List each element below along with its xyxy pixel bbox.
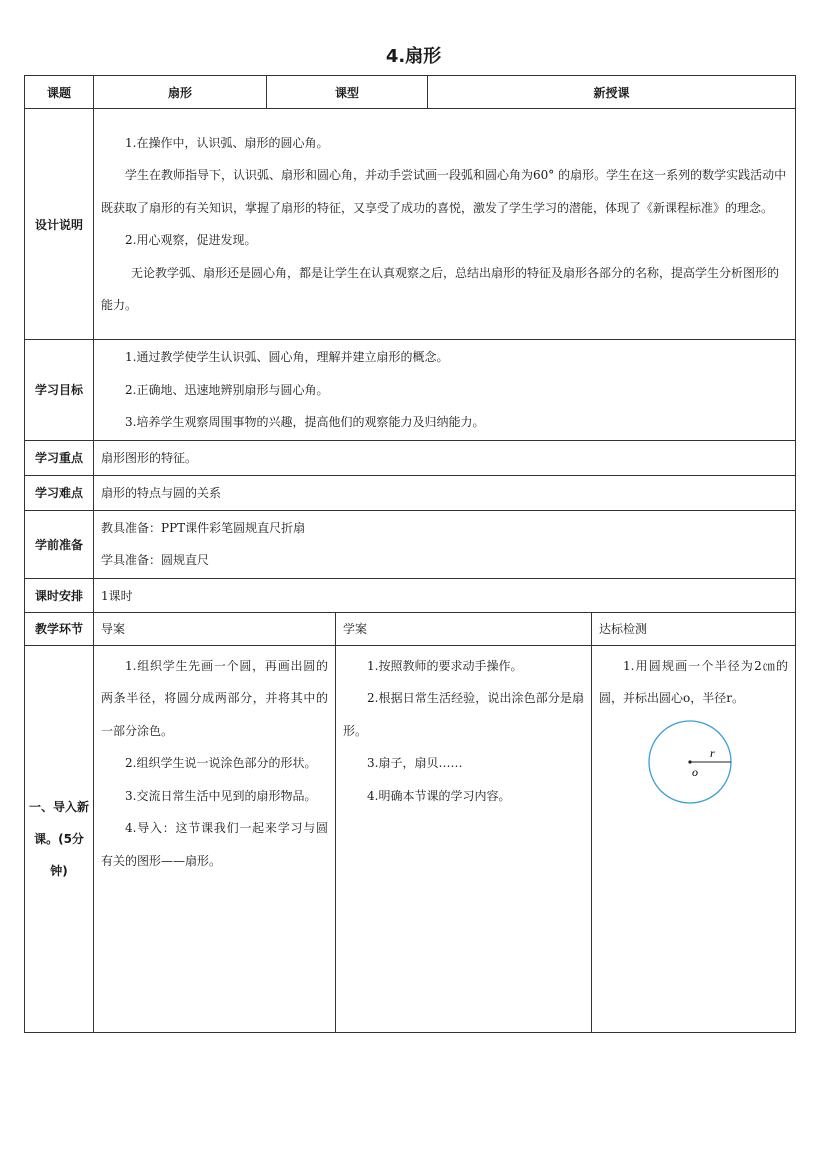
goals-label: 学习目标: [25, 340, 94, 441]
center-label: o: [692, 764, 699, 779]
type-label: 课型: [267, 76, 428, 109]
center-dot: [688, 760, 691, 763]
section-stage: 一、导入新课。(5分钟): [25, 645, 94, 1032]
stage-column-header: 教学环节: [25, 612, 94, 645]
goals-content: [94, 340, 796, 441]
design-paragraph-3: 2.用心观察，促进发现。: [125, 233, 257, 247]
guide-content: [94, 645, 336, 1032]
schedule-label: 课时安排: [25, 578, 94, 612]
check-column-header: 达标检测: [592, 612, 796, 645]
goal-item: 3.培养学生观察周围事物的兴趣，提高他们的观察能力及归纳能力。: [125, 415, 485, 429]
design-row: [25, 109, 796, 340]
study-item: 3.扇子，扇贝……: [367, 756, 463, 770]
design-paragraph-4: 无论教学弧、扇形还是圆心角，都是让学生在认真观察之后，总结出扇形的特征及扇形各部分的名称，提高学生分析图形的能力。: [101, 265, 780, 312]
guide-item: 4.导入：这节课我们一起来学习与圆有关的图形——扇形。: [101, 821, 328, 868]
difficulty-value: 扇形的特点与圆的关系: [94, 475, 796, 510]
difficulty-label: 学习难点: [25, 475, 94, 510]
page-title: 4.扇形: [385, 46, 442, 67]
check-item: 1.用圆规画一个半径为2㎝的圆，并标出圆心o，半径r。: [599, 658, 789, 705]
study-item: 4.明确本节课的学习内容。: [367, 788, 511, 803]
topic-label: 课题: [25, 76, 94, 109]
schedule-row: [25, 578, 796, 612]
topic-value: 扇形: [94, 76, 267, 109]
lesson-plan-table: [24, 75, 796, 1033]
section-row: [25, 645, 796, 1032]
schedule-value: 1课时: [94, 578, 796, 612]
design-label: 设计说明: [25, 109, 94, 340]
guide-item: 1.组织学生先画一个圆，再画出圆的两条半径，将圆分成两部分，并将其中的一部分涂色。: [101, 658, 328, 738]
design-paragraph-1: 1.在操作中，认识弧、扇形的圆心角。: [125, 135, 329, 150]
goals-row: [25, 340, 796, 441]
goal-item: 1.通过教学使学生认识弧、圆心角，理解并建立扇形的概念。: [125, 350, 449, 364]
key-point-value: 扇形图形的特征。: [94, 440, 796, 475]
teacher-prep: 教具准备：PPT课件彩笔圆规直尺折扇: [101, 520, 306, 535]
difficulty-row: [25, 475, 796, 510]
prep-label: 学前准备: [25, 510, 94, 578]
study-content: [336, 645, 592, 1032]
key-point-label: 学习重点: [25, 440, 94, 475]
prep-content: [94, 510, 796, 578]
study-item: 2.根据日常生活经验，说出涂色部分是扇形。: [343, 691, 585, 738]
prep-row: [25, 510, 796, 578]
goal-item: 2.正确地、迅速地辨别扇形与圆心角。: [125, 382, 329, 397]
guide-item: 3.交流日常生活中见到的扇形物品。: [125, 788, 317, 803]
columns-header-row: [25, 612, 796, 645]
type-value: 新授课: [428, 76, 796, 109]
study-item: 1.按照教师的要求动手操作。: [367, 658, 523, 673]
student-prep: 学具准备：圆规直尺: [101, 553, 210, 567]
study-column-header: 学案: [336, 612, 592, 645]
guide-item: 2.组织学生说一说涂色部分的形状。: [125, 756, 317, 770]
header-row: [25, 76, 796, 109]
design-content: [94, 109, 796, 340]
check-content: [592, 645, 796, 1032]
radius-label: r: [710, 745, 715, 760]
design-paragraph-2: 学生在教师指导下，认识弧、扇形和圆心角，并动手尝试画一段弧和圆心角为60° 的扇形。学生在这一系列的数学实践活动中既获取了扇形的有关知识，掌握了扇形的特征，又享受了成功的喜悦，激发了学生学习的潜能，体现了《新课程标准》的理念。: [101, 168, 787, 215]
circle-figure: [599, 717, 789, 807]
key-point-row: [25, 440, 796, 475]
guide-column-header: 导案: [94, 612, 336, 645]
